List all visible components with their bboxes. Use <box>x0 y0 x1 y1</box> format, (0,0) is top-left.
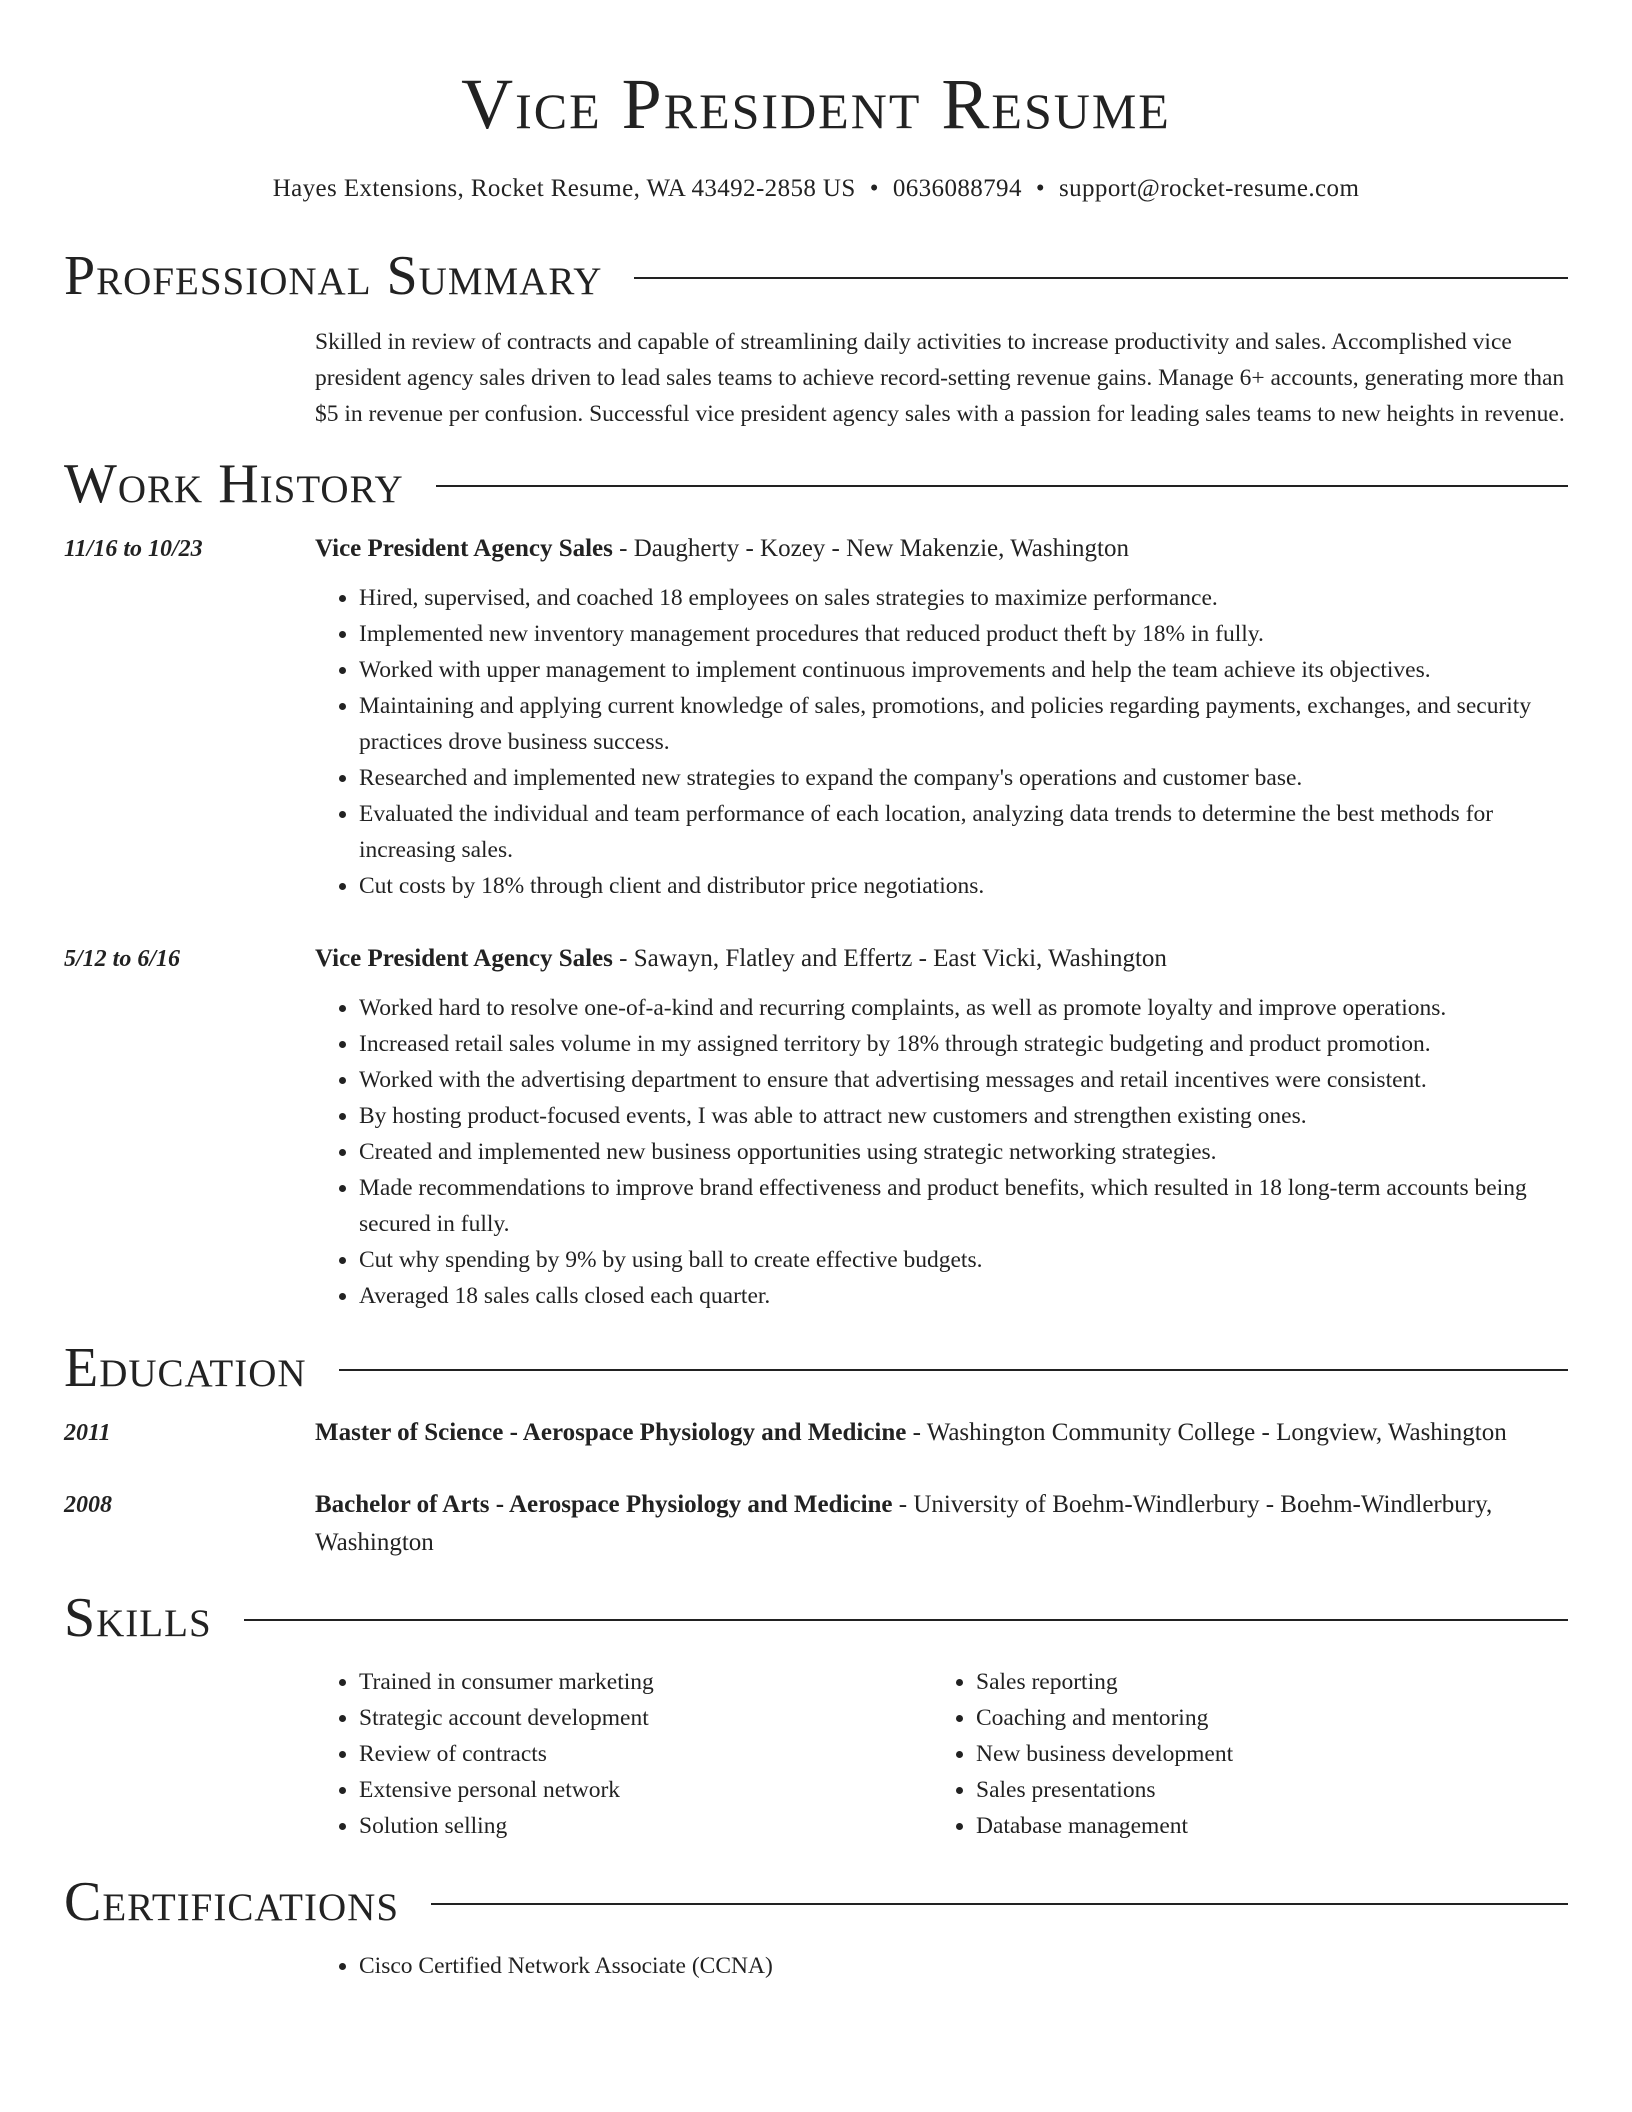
skill-item: • Strategic account development <box>359 1700 932 1736</box>
job-bullet-list <box>315 580 1568 904</box>
education-entry <box>64 1486 1568 1562</box>
skill-item: • New business development <box>976 1736 1233 1772</box>
summary-section-title: Professional Summary <box>64 245 603 307</box>
education-year: 2008 <box>64 1492 112 1518</box>
skill-item: • Coaching and mentoring <box>976 1700 1233 1736</box>
contact-separator: • <box>869 175 879 202</box>
job-bullet: • Made recommendations to improve brand effectiveness and product benefits, which resulted in 18 long-term accounts being secured in fully. <box>359 1170 1568 1242</box>
education-body <box>315 1414 1568 1452</box>
summary-text: Skilled in review of contracts and capable of streamlining daily activities to increase productivity and sales. Accomplished vice president agency sales driven to lead sales teams to achieve record-setting revenue gains. Manage 6+ accounts, generating more than $5 in revenue per confusion. Successful vice president agency sales with a passion for leading sales teams to new heights in revenue. <box>315 329 1565 427</box>
section-divider <box>244 1619 1568 1621</box>
skill-item: • Trained in consumer marketing <box>359 1664 932 1700</box>
job-bullet: • Averaged 18 sales calls closed each quarter. <box>359 1278 1568 1314</box>
certifications-section-title: Certifications <box>64 1871 400 1933</box>
job-bullet: • Hired, supervised, and coached 18 employees on sales strategies to maximize performance. <box>359 580 1568 616</box>
job-company: - Daugherty - Kozey - New Makenzie, Washington <box>612 535 1130 562</box>
section-divider <box>339 1369 1568 1371</box>
contact-address: Hayes Extensions, Rocket Resume, WA 43492-2858 US <box>272 175 856 202</box>
section-divider <box>634 277 1568 279</box>
certifications-section-header <box>64 1870 1568 1934</box>
education-year: 2011 <box>64 1420 111 1446</box>
skills-list-left <box>315 1664 932 1844</box>
job-bullet: • Researched and implemented new strategies to expand the company's operations and customer base. <box>359 760 1568 796</box>
job-bullet: • Cut costs by 18% through client and distributor price negotiations. <box>359 868 1568 904</box>
contact-email[interactable]: support@rocket-resume.com <box>1059 175 1360 202</box>
skills-section-header <box>64 1586 1568 1650</box>
job-bullet: • Increased retail sales volume in my assigned territory by 18% through strategic budgeting and product promotion. <box>359 1026 1568 1062</box>
job-company: - Sawayn, Flatley and Effertz - East Vicki, Washington <box>612 945 1167 972</box>
job-bullet: • Worked with the advertising department to ensure that advertising messages and retail incentives were consistent. <box>359 1062 1568 1098</box>
skills-grid <box>315 1664 1568 1844</box>
skill-item: • Extensive personal network <box>359 1772 932 1808</box>
job-bullet: • Worked with upper management to implement continuous improvements and help the team achieve its objectives. <box>359 652 1568 688</box>
job-heading <box>315 530 1568 568</box>
certification-list <box>315 1948 1568 1984</box>
skill-item: • Database management <box>976 1808 1233 1844</box>
contact-phone: 0636088794 <box>892 175 1022 202</box>
education-body <box>315 1486 1568 1562</box>
job-bullet: • By hosting product-focused events, I was able to attract new customers and strengthen existing ones. <box>359 1098 1568 1134</box>
section-divider <box>436 485 1568 487</box>
skill-item: • Sales presentations <box>976 1772 1233 1808</box>
education-section-title: Education <box>64 1337 307 1399</box>
job-dates: 5/12 to 6/16 <box>64 946 181 972</box>
job-bullet: • Maintaining and applying current knowledge of sales, promotions, and policies regarding payments, exchanges, and security practices drove business success. <box>359 688 1568 760</box>
job-bullet: • Worked hard to resolve one-of-a-kind and recurring complaints, as well as promote loyalty and improve operations. <box>359 990 1568 1026</box>
skill-item: • Sales reporting <box>976 1664 1233 1700</box>
job-bullet: • Evaluated the individual and team performance of each location, analyzing data trends to determine the best methods for increasing sales. <box>359 796 1568 868</box>
job-entry <box>64 940 1568 1314</box>
job-role: Vice President Agency Sales <box>315 535 613 562</box>
resume-title: Vice President Resume <box>461 64 1171 144</box>
education-heading <box>315 1486 1568 1562</box>
job-entry <box>64 530 1568 904</box>
contact-line <box>64 172 1568 206</box>
job-bullet-list <box>315 990 1568 1314</box>
job-body <box>315 530 1568 904</box>
education-degree: Bachelor of Arts - Aerospace Physiology and Medicine <box>315 1491 893 1518</box>
work-section-title: Work History <box>64 453 404 515</box>
education-school: - Washington Community College - Longview, Washington <box>906 1419 1507 1446</box>
work-section-header <box>64 452 1568 516</box>
job-bullet: • Cut why spending by 9% by using ball to create effective budgets. <box>359 1242 1568 1278</box>
resume-page <box>64 0 1568 1984</box>
skill-item: • Review of contracts <box>359 1736 932 1772</box>
certification-item: • Cisco Certified Network Associate (CCNA) <box>359 1948 1568 1984</box>
job-role: Vice President Agency Sales <box>315 945 613 972</box>
education-degree: Master of Science - Aerospace Physiology and Medicine <box>315 1419 907 1446</box>
job-bullet: • Implemented new inventory management procedures that reduced product theft by 18% in fully. <box>359 616 1568 652</box>
education-school: - University of Boehm-Windlerbury - Boehm-Windlerbury, Washington <box>315 1491 1493 1556</box>
summary-section-header <box>64 244 1568 308</box>
education-section-header <box>64 1336 1568 1400</box>
contact-separator: • <box>1035 175 1045 202</box>
job-body <box>315 940 1568 1314</box>
skills-section-title: Skills <box>64 1587 212 1649</box>
job-dates: 11/16 to 10/23 <box>64 536 203 562</box>
skills-list-right <box>932 1664 1233 1844</box>
education-heading <box>315 1414 1568 1452</box>
section-divider <box>431 1903 1568 1905</box>
job-heading <box>315 940 1568 978</box>
job-bullet: • Created and implemented new business opportunities using strategic networking strategies. <box>359 1134 1568 1170</box>
skill-item: • Solution selling <box>359 1808 932 1844</box>
education-entry <box>64 1414 1568 1452</box>
